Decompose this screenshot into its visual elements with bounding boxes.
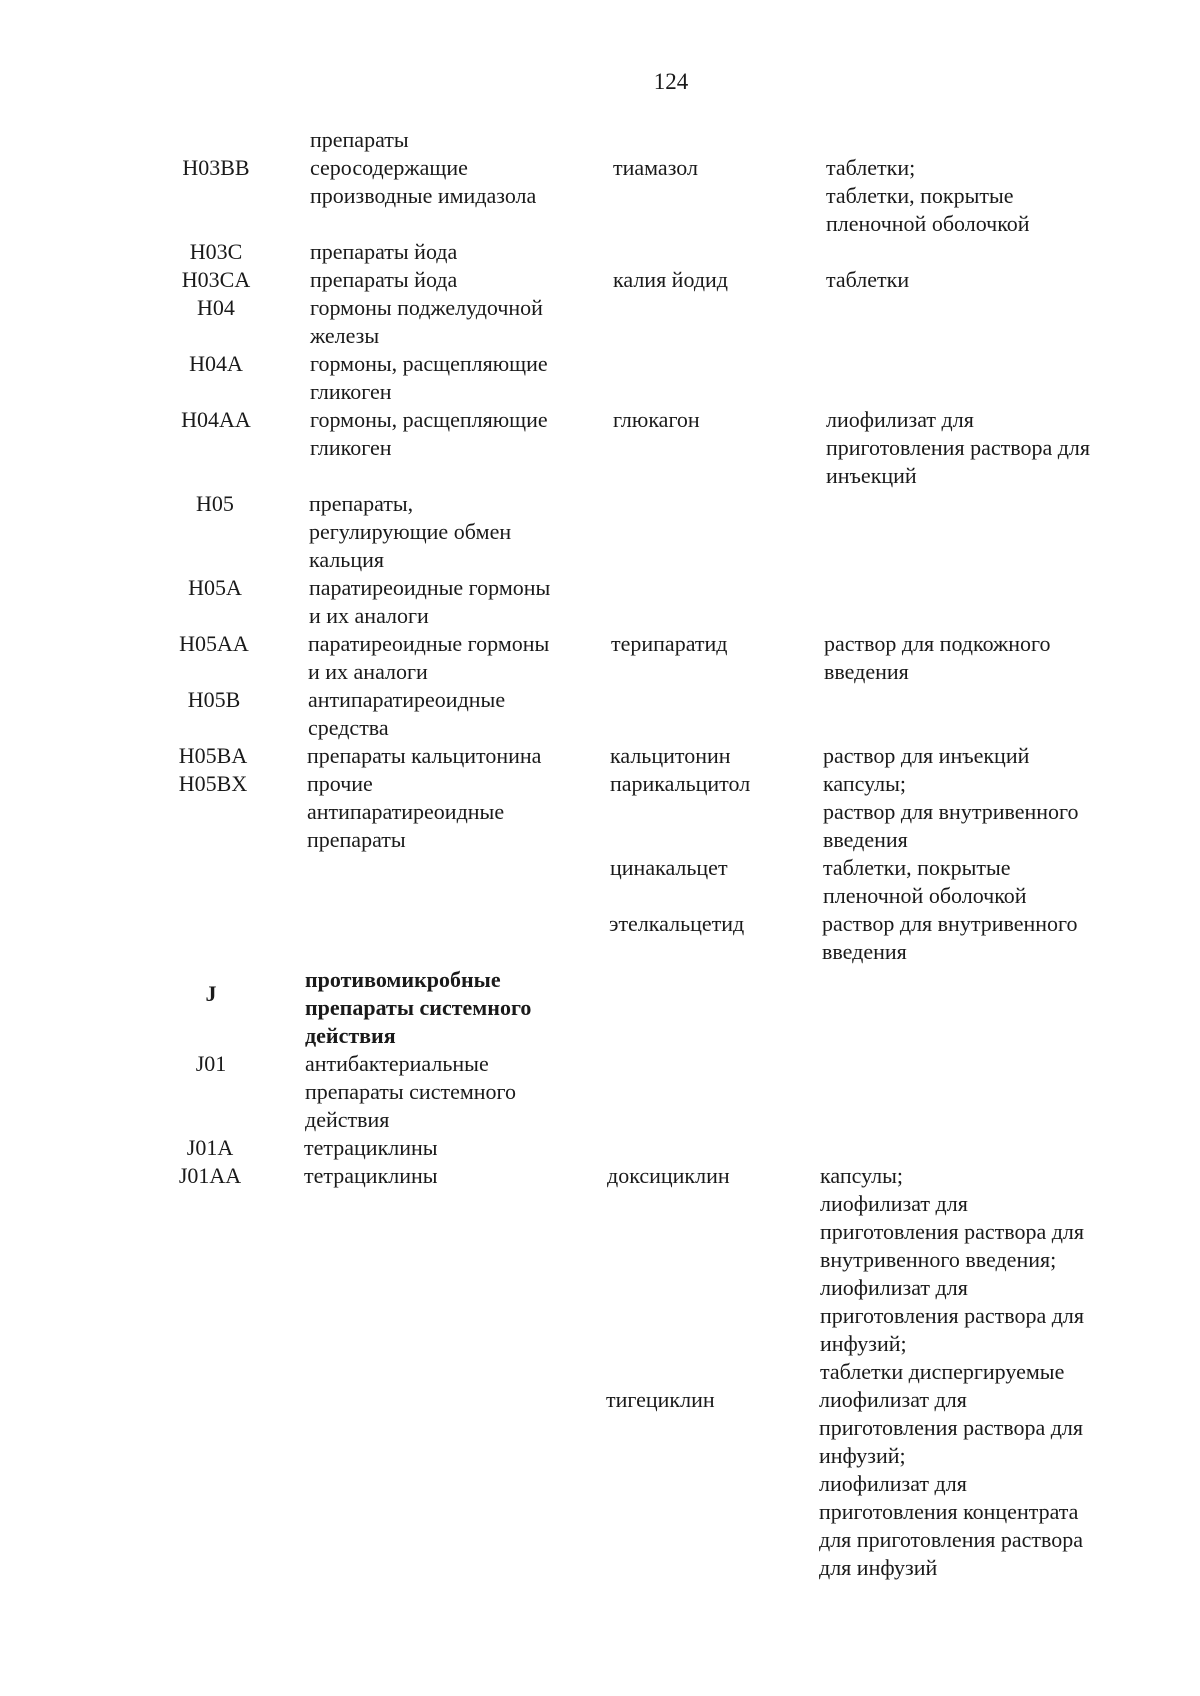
drug-name: доксициклин	[607, 1163, 730, 1188]
drug-name: тигециклин	[606, 1387, 715, 1412]
dosage-forms	[822, 910, 1132, 966]
group-name-line: действия	[305, 1023, 396, 1048]
group-name-line: паратиреоидные гормоны	[309, 575, 551, 600]
dosage-form-line: для приготовления раствора	[819, 1527, 1083, 1552]
dosage-form-line: введения	[823, 827, 908, 852]
atc-code: H05AA	[179, 631, 249, 656]
group-name-line: препараты	[307, 827, 406, 852]
drug-name: глюкагон	[613, 407, 700, 432]
group-name-line: кальция	[309, 547, 384, 572]
drug-name: цинакальцет	[610, 855, 728, 880]
group-name-line: гликоген	[310, 379, 392, 404]
dosage-form-line: приготовления концентрата	[819, 1499, 1079, 1524]
atc-code: H05B	[187, 687, 241, 712]
dosage-form-line: таблетки	[826, 267, 910, 292]
group-name-line: препараты йода	[310, 239, 458, 264]
drug-name: парикальцитол	[610, 771, 751, 796]
drug-name: этелкальцетид	[609, 911, 745, 936]
group-name	[310, 350, 600, 406]
atc-code: H05	[196, 491, 234, 516]
group-name	[304, 1162, 594, 1190]
atc-code: H04AA	[181, 407, 251, 432]
group-name-line: антипаратиреоидные	[308, 687, 506, 712]
group-name	[309, 490, 599, 574]
group-name	[310, 126, 600, 210]
group-name-line: регулирующие обмен	[309, 519, 512, 544]
atc-code: H05BX	[178, 771, 248, 796]
group-name-line: и их аналоги	[309, 603, 429, 628]
dosage-form-line: приготовления раствора для	[819, 1415, 1083, 1440]
dosage-form-line: лиофилизат для	[819, 1471, 967, 1496]
dosage-form-line: таблетки диспергируемые	[820, 1359, 1065, 1384]
atc-code: H04A	[189, 351, 243, 376]
dosage-form-line: капсулы;	[823, 771, 906, 796]
atc-code: J	[205, 981, 217, 1006]
dosage-forms	[826, 406, 1136, 490]
atc-code: H04	[197, 295, 235, 320]
dosage-form-line: введения	[822, 939, 907, 964]
dosage-form-line: для инфузий	[819, 1555, 938, 1580]
group-name-line: тетрациклины	[304, 1135, 438, 1160]
dosage-forms	[823, 770, 1133, 854]
group-name-line: производные имидазола	[310, 183, 537, 208]
dosage-forms	[819, 1386, 1129, 1582]
atc-code: H05A	[188, 575, 242, 600]
drug-name: кальцитонин	[610, 743, 731, 768]
group-name	[308, 630, 598, 686]
dosage-forms	[826, 266, 1136, 294]
atc-code: J01A	[186, 1135, 234, 1160]
group-name-line: и их аналоги	[308, 659, 428, 684]
dosage-form-line: приготовления раствора для	[820, 1303, 1084, 1328]
group-name-line: прочие	[307, 771, 373, 796]
group-name-line: гормоны поджелудочной	[310, 295, 543, 320]
dosage-form-line: инфузий;	[820, 1331, 907, 1356]
group-name-line: противомикробные	[305, 967, 501, 992]
dosage-form-line: введения	[824, 659, 909, 684]
group-name-line: железы	[310, 323, 380, 348]
group-name-line: гормоны, расщепляющие	[310, 407, 548, 432]
group-name-line: тетрациклины	[304, 1163, 438, 1188]
group-name-line: препараты кальцитонина	[307, 743, 542, 768]
page-number: 124	[653, 69, 689, 94]
group-name	[307, 742, 597, 770]
dosage-form-line: инфузий;	[819, 1443, 906, 1468]
dosage-form-line: раствор для внутривенного	[823, 799, 1079, 824]
dosage-forms	[823, 742, 1133, 770]
group-name	[305, 1050, 595, 1134]
dosage-form-line: инъекций	[826, 463, 917, 488]
dosage-form-line: раствор для инъекций	[823, 743, 1030, 768]
atc-code: H03C	[189, 239, 243, 264]
group-name	[307, 770, 597, 854]
group-name-line: гормоны, расщепляющие	[310, 351, 548, 376]
group-name-line: серосодержащие	[310, 155, 468, 180]
dosage-form-line: раствор для внутривенного	[822, 911, 1078, 936]
dosage-form-line: таблетки, покрытые	[823, 855, 1011, 880]
dosage-form-line: таблетки, покрытые	[826, 183, 1014, 208]
group-name-line: действия	[305, 1107, 390, 1132]
atc-code: H03BB	[182, 155, 250, 180]
drug-name: тиамазол	[613, 155, 698, 180]
group-name-line: препараты йода	[310, 267, 458, 292]
group-name	[310, 266, 600, 294]
group-name-line: препараты системного	[305, 995, 532, 1020]
dosage-form-line: пленочной оболочкой	[823, 883, 1027, 908]
dosage-form-line: пленочной оболочкой	[826, 211, 1030, 236]
group-name-line: антибактериальные	[305, 1051, 489, 1076]
dosage-form-line: внутривенного введения;	[820, 1247, 1057, 1272]
dosage-forms	[823, 854, 1133, 910]
dosage-forms	[824, 630, 1134, 686]
group-name-line: препараты	[310, 127, 409, 152]
drug-name: калия йодид	[613, 267, 728, 292]
atc-code: J01	[195, 1051, 227, 1076]
group-name	[309, 574, 599, 630]
group-name-line: паратиреоидные гормоны	[308, 631, 550, 656]
dosage-form-line: капсулы;	[820, 1163, 903, 1188]
group-name	[304, 1134, 594, 1162]
dosage-form-line: раствор для подкожного	[824, 631, 1051, 656]
group-name	[310, 406, 600, 462]
group-name-line: препараты,	[309, 491, 414, 516]
dosage-form-line: лиофилизат для	[820, 1275, 968, 1300]
group-name	[310, 294, 600, 350]
group-name-line: антипаратиреоидные	[307, 799, 505, 824]
dosage-form-line: приготовления раствора для	[826, 435, 1090, 460]
dosage-form-line: лиофилизат для	[826, 407, 974, 432]
group-name	[305, 966, 595, 1050]
atc-code: H05BA	[178, 743, 248, 768]
dosage-form-line: таблетки;	[826, 155, 916, 180]
dosage-forms	[820, 1162, 1130, 1386]
group-name-line: гликоген	[310, 435, 392, 460]
dosage-form-line: лиофилизат для	[820, 1191, 968, 1216]
dosage-form-line: лиофилизат для	[819, 1387, 967, 1412]
atc-code: H03CA	[181, 267, 251, 292]
dosage-forms	[826, 154, 1136, 238]
drug-name: терипаратид	[611, 631, 728, 656]
group-name-line: средства	[308, 715, 389, 740]
group-name	[310, 238, 600, 266]
dosage-form-line: приготовления раствора для	[820, 1219, 1084, 1244]
group-name	[308, 686, 598, 742]
group-name-line: препараты системного	[305, 1079, 517, 1104]
atc-code: J01AA	[178, 1163, 242, 1188]
